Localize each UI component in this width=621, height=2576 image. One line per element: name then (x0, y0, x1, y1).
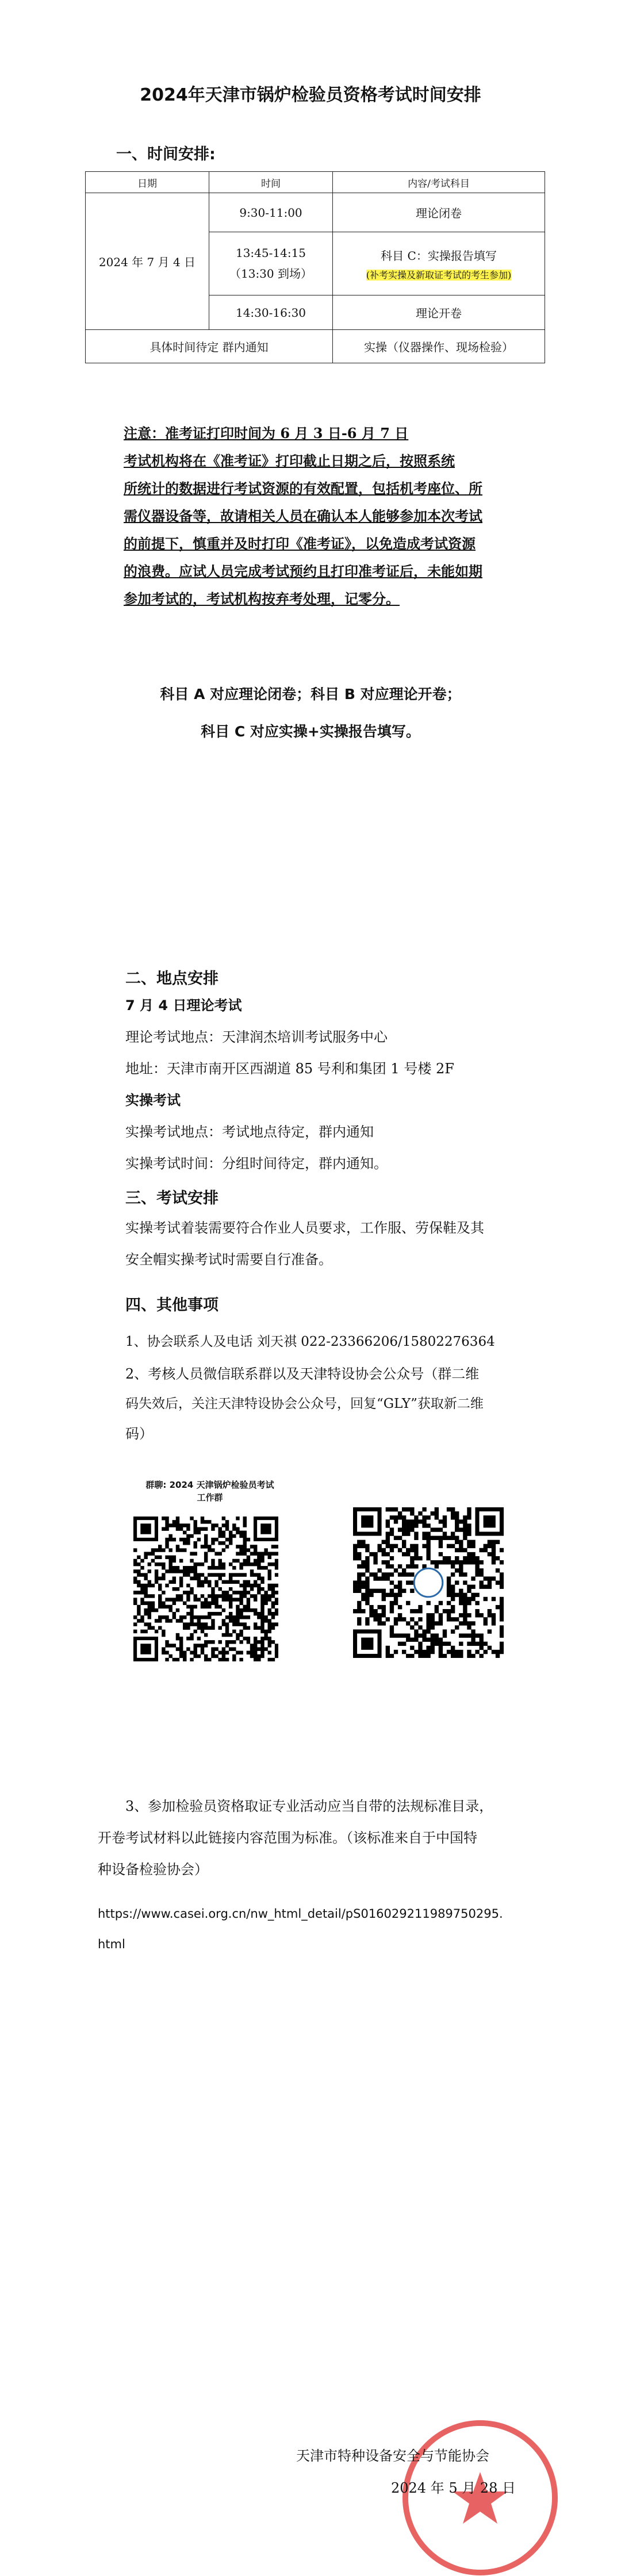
page-title: 2024年天津市锅炉检验员资格考试时间安排 (140, 85, 481, 105)
notice-line: 的前提下，慎重并及时打印《准考证》，以免造成考试资源 (124, 535, 476, 552)
table-date-cell: 2024 年 7 月 4 日 (86, 193, 209, 330)
section-other-heading: 四、其他事项 (125, 1296, 218, 1314)
arrangement-line-2: 安全帽实操考试时需要自行准备。 (125, 1251, 332, 1268)
table-subject-text: 科目 C：实操报告填写 (381, 248, 497, 263)
wechat-line-3: 码） (125, 1426, 153, 1442)
table-header-time: 时间 (209, 172, 333, 193)
theory-exam-place: 理论考试地点：天津润杰培训考试服务中心 (125, 1029, 388, 1045)
standards-line-3: 种设备检验协会） (98, 1861, 208, 1878)
notice-print-time: 注意：准考证打印时间为 6 月 3 日-6 月 7 日 (124, 425, 409, 442)
wechat-group-qr-code (133, 1517, 278, 1661)
wechat-line-1: 2、考核人员微信联系群以及天津特设协会公众号（群二维 (125, 1366, 480, 1382)
schedule-table (85, 171, 545, 363)
notice-line: 的浪费。应试人员完成考试预约且打印准考证后，未能如期 (124, 563, 482, 579)
table-pending-cell: 具体时间待定 群内通知 (86, 330, 333, 363)
issuing-organization: 天津市特种设备安全与节能协会 (296, 2448, 489, 2464)
highlighted-note: (补考实操及新取证考试的考生参加) (366, 269, 512, 281)
table-time-cell: 9:30-11:00 (209, 193, 333, 232)
subjects-line-2: 科目 C 对应实操+实操报告填写。 (201, 723, 420, 740)
section-time-heading: 一、时间安排: (116, 145, 216, 163)
notice-line: 所统计的数据进行考试资源的有效配置，包括机考座位、所 (124, 480, 482, 497)
standards-link-continued[interactable]: html (98, 1937, 125, 1951)
official-account-qr-code (353, 1507, 504, 1658)
practical-exam-time: 实操考试时间：分组时间待定，群内通知。 (125, 1155, 388, 1172)
table-practical-cell: 实操（仪器操作、现场检验） (333, 330, 545, 363)
notice-line: 考试机构将在《准考证》打印截止日期之后，按照系统 (124, 452, 455, 469)
table-time-cell: 14:30-16:30 (209, 295, 333, 330)
table-subject-cell: 理论开卷 (333, 295, 545, 330)
table-header-subject: 内容/考试科目 (333, 172, 545, 193)
wechat-line-2: 码失效后，关注天津特设协会公众号，回复“GLY”获取新二维 (125, 1396, 484, 1411)
table-header-date: 日期 (86, 172, 209, 193)
section-arrangement-heading: 三、考试安排 (125, 1189, 218, 1207)
notice-block (124, 420, 538, 613)
practical-exam-place: 实操考试地点：考试地点待定，群内通知 (125, 1124, 374, 1140)
notice-line: 需仪器设备等，故请相关人员在确认本人能够参加本次考试 (124, 508, 482, 524)
subjects-line-1: 科目 A 对应理论闭卷；科目 B 对应理论开卷； (160, 686, 461, 702)
table-time-cell (209, 232, 333, 295)
issue-date: 2024 年 5 月 28 日 (391, 2480, 516, 2496)
table-time-note: （13:30 到场） (229, 267, 312, 281)
theory-exam-address: 地址：天津市南开区西湖道 85 号利和集团 1 号楼 2F (125, 1061, 454, 1077)
table-time-text: 13:45-14:15 (235, 246, 306, 260)
arrangement-line-1: 实操考试着装需要符合作业人员要求，工作服、劳保鞋及其 (125, 1220, 484, 1236)
theory-exam-title: 7 月 4 日理论考试 (125, 997, 242, 1013)
table-subject-cell (333, 232, 545, 295)
standards-line-2: 开卷考试材料以此链接内容范围为标准。（该标准来自于中国特 (98, 1830, 477, 1846)
table-subject-cell: 理论闭卷 (333, 193, 545, 232)
contact-line: 1、协会联系人及电话 刘天祺 022-23366206/15802276364 (125, 1334, 495, 1349)
qr-caption (124, 1479, 296, 1504)
section-location-heading: 二、地点安排 (125, 970, 218, 988)
standards-line-1: 3、参加检验员资格取证专业活动应当自带的法规标准目录， (125, 1798, 493, 1814)
qr-caption-line: 工作群 (197, 1492, 223, 1503)
standards-link[interactable]: https://www.casei.org.cn/nw_html_detail/pS016029211989750295. (98, 1907, 503, 1921)
practical-exam-title: 实操考试 (125, 1092, 181, 1108)
notice-line: 参加考试的，考试机构按弃考处理，记零分。 (124, 590, 400, 607)
qr-caption-line: 群聊: 2024 天津锅炉检验员考试 (145, 1480, 274, 1490)
